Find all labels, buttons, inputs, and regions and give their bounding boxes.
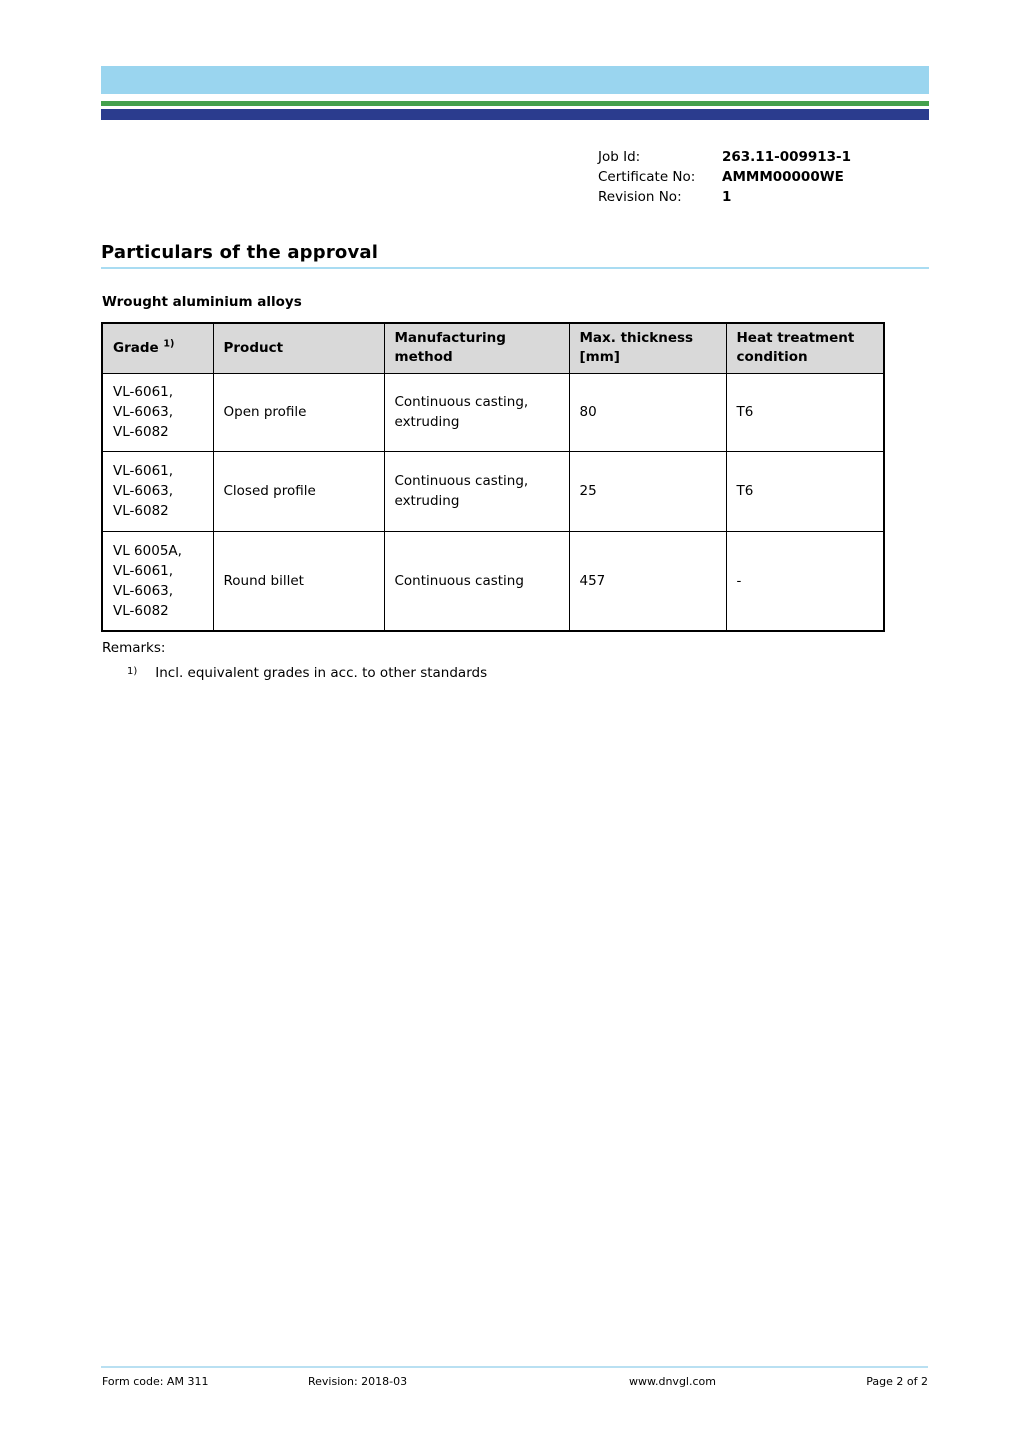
alloys-table <box>101 322 885 632</box>
max-thickness-cell: 80 <box>569 373 726 451</box>
col-header-max-thickness: Max. thickness [mm] <box>569 323 726 373</box>
grade-header-label: Grade <box>113 339 159 356</box>
table-row <box>102 531 884 631</box>
grade-line: VL-6082 <box>113 424 169 440</box>
section-subtitle: Wrought aluminium alloys <box>102 294 302 310</box>
job-id-label: Job Id: <box>598 149 641 165</box>
heat-treatment-cell: T6 <box>726 373 884 451</box>
col-header-manufacturing: Manufacturing method <box>384 323 569 373</box>
grade-line: VL-6063, <box>113 483 174 499</box>
job-meta-block <box>598 147 851 207</box>
product-cell: Closed profile <box>213 451 384 531</box>
footnote-text: Incl. equivalent grades in acc. to other standards <box>155 665 488 681</box>
manufacturing-cell: Continuous casting, extruding <box>384 451 569 531</box>
product-cell: Round billet <box>213 531 384 631</box>
header-green-bar <box>101 101 929 106</box>
revision-no-value: 1 <box>722 189 732 205</box>
header-navy-bar <box>101 109 929 120</box>
col-header-grade <box>102 323 213 373</box>
col-header-product: Product <box>213 323 384 373</box>
grade-line: VL-6063, <box>113 404 174 420</box>
grade-line: VL-6061, <box>113 562 174 579</box>
page-footer <box>101 1366 928 1392</box>
col-header-heat-treatment: Heat treatment condition <box>726 323 884 373</box>
product-cell: Open profile <box>213 373 384 451</box>
footer-form-code: Form code: AM 311 <box>102 1375 209 1388</box>
max-thickness-cell: 457 <box>569 531 726 631</box>
grade-line: VL-6063, <box>113 582 174 599</box>
table-row <box>102 451 884 531</box>
remarks-section <box>102 640 487 681</box>
grade-line: VL-6061, <box>113 463 174 479</box>
grade-cell <box>102 373 213 451</box>
grade-header-superscript: 1) <box>163 338 175 350</box>
footnote: 1) Incl. equivalent grades in acc. to other standards <box>127 665 488 681</box>
header-sky-bar <box>101 66 929 94</box>
certificate-no-label: Certificate No: <box>598 169 696 185</box>
grade-line: VL-6082 <box>113 503 169 519</box>
grade-line: VL-6061, <box>113 384 174 400</box>
footer-page-number: Page 2 of 2 <box>866 1375 928 1388</box>
heat-treatment-cell: - <box>726 531 884 631</box>
revision-no-label: Revision No: <box>598 189 682 205</box>
job-id-value: 263.11-009913-1 <box>722 149 852 165</box>
table-header-row <box>102 323 884 373</box>
grade-cell <box>102 531 213 631</box>
max-thickness-cell: 25 <box>569 451 726 531</box>
manufacturing-cell: Continuous casting, extruding <box>384 373 569 451</box>
footer-revision: Revision: 2018-03 <box>308 1375 408 1388</box>
page-title: Particulars of the approval <box>101 242 929 269</box>
certificate-no-value: AMMM00000WE <box>722 169 844 185</box>
heat-treatment-cell: T6 <box>726 451 884 531</box>
manufacturing-cell: Continuous casting <box>384 531 569 631</box>
remarks-label: Remarks: <box>102 640 166 656</box>
table-row <box>102 373 884 451</box>
grade-cell <box>102 451 213 531</box>
footer-website: www.dnvgl.com <box>629 1375 716 1388</box>
grade-line: VL-6082 <box>113 602 169 619</box>
grade-line: VL 6005A, <box>113 542 182 559</box>
